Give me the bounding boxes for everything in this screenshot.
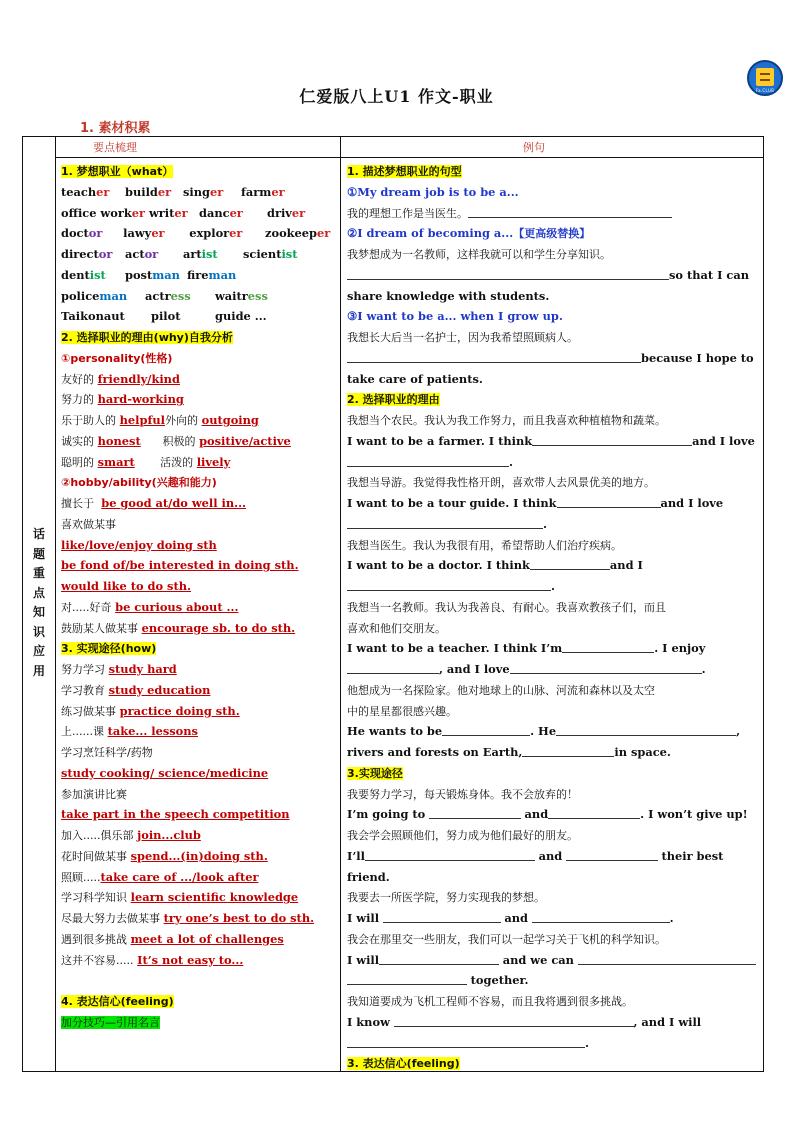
- phrase-answer: honest: [97, 433, 141, 448]
- answer-blank[interactable]: [347, 454, 509, 467]
- job-word: [183, 244, 243, 265]
- job-word-stem: guide ...: [215, 309, 267, 324]
- pattern-1: ①My dream job is to be a...: [347, 184, 519, 199]
- sentence-cn: 我要努力学习，每天锻炼身体。我不会放弃的！: [347, 787, 578, 801]
- answer-blank[interactable]: [442, 723, 530, 736]
- phrase-answer: take part in the speech competition: [61, 807, 290, 822]
- job-word-stem: danc: [199, 205, 230, 220]
- sentence-cn: 我的理想工作是当医生。: [347, 206, 468, 220]
- job-row: [61, 203, 333, 224]
- job-word-suffix: er: [210, 184, 224, 199]
- sentence-en: and I love: [660, 496, 724, 510]
- phrase-cn: 擅长于: [61, 497, 94, 510]
- table-header-rule: [55, 157, 763, 158]
- sentence-en: and: [524, 807, 549, 822]
- job-word-stem: build: [125, 184, 158, 199]
- job-word: [61, 203, 149, 224]
- job-word-stem: doct: [61, 226, 89, 241]
- job-word-suffix: or: [88, 226, 103, 241]
- phrase-cn: 上......课: [61, 725, 104, 739]
- job-word-stem: police: [61, 288, 100, 303]
- answer-blank[interactable]: [365, 848, 535, 861]
- sentence-cn: 我要去一所医学院，努力实现我的梦想。: [347, 891, 545, 905]
- job-word-suffix: or: [144, 247, 159, 261]
- sub-hobby: ②hobby/ability(兴趣和能力): [61, 476, 217, 490]
- sentence-en: I will: [347, 911, 380, 925]
- pattern-3: ③I want to be a... when I grow up.: [347, 309, 563, 324]
- phrase-cn: 学习科学知识: [61, 891, 127, 905]
- phrase-answer: study hard: [108, 662, 177, 676]
- job-word: [61, 182, 125, 203]
- job-word-stem: act: [125, 247, 145, 261]
- phrase-answer: join...club: [137, 828, 201, 842]
- answer-blank[interactable]: [347, 1035, 585, 1048]
- logo-caption: Fa.CLUB: [755, 88, 775, 93]
- job-word-suffix: man: [152, 267, 180, 282]
- phrase-answer: would like to do sth.: [61, 579, 191, 593]
- answer-blank[interactable]: [578, 952, 756, 965]
- sub-personality: ①personality(性格): [61, 351, 173, 365]
- heading-dream-job: 1. 梦想职业（what）: [61, 165, 174, 178]
- phrase-cn: 聪明的: [61, 455, 94, 469]
- answer-blank[interactable]: [468, 205, 672, 218]
- phrase-answer: be curious about ...: [115, 599, 239, 614]
- job-word: [61, 286, 145, 307]
- sentence-en: rivers and forests on Earth,: [347, 745, 523, 759]
- job-row: [61, 286, 333, 307]
- key-points-column: [61, 161, 333, 1033]
- heading-reasons: 2. 选择职业的理由: [347, 393, 440, 407]
- sentence-cn: 中的星星都很感兴趣。: [347, 704, 457, 718]
- sentence-cn: 喜欢和他们交朋友。: [347, 621, 446, 635]
- job-word-suffix: er: [96, 184, 110, 199]
- sentence-en: together.: [470, 973, 529, 988]
- sentence-cn: 我知道要成为飞机工程师不容易，而且我将遇到很多挑战。: [347, 995, 633, 1008]
- job-word-suffix: er: [174, 205, 188, 220]
- sentence-cn: 我想长大后当一名护士，因为我希望照顾病人。: [347, 331, 578, 344]
- answer-blank[interactable]: [347, 350, 641, 363]
- sentence-en: in space.: [614, 745, 671, 759]
- answer-blank[interactable]: [562, 640, 654, 653]
- job-word: [183, 182, 241, 203]
- answer-blank[interactable]: [394, 1014, 634, 1027]
- phrase-cn: 努力的: [61, 393, 94, 407]
- phrase-cn: 努力学习: [61, 663, 105, 676]
- sentence-cn: 我会在那里交一些朋友，我们可以一起学习关于飞机的科学知识。: [347, 932, 666, 946]
- side-label-char: 知: [32, 605, 45, 619]
- sentence-cn: 我想当医生。我认为我很有用，希望帮助人们治疗疾病。: [347, 538, 622, 552]
- answer-blank[interactable]: [566, 848, 658, 861]
- phrase-answer: spend...(in)doing sth.: [130, 848, 268, 863]
- phrase-answer: meet a lot of challenges: [130, 931, 284, 946]
- job-word: [149, 203, 199, 224]
- job-word: [61, 244, 125, 265]
- sentence-cn: 我想当个农民。我认为我工作努力，而且我喜欢种植植物和蔬菜。: [347, 414, 666, 427]
- heading-sentence-patterns: 1. 描述梦想职业的句型: [347, 165, 462, 178]
- sentence-cn: 他想成为一名探险家。他对地球上的山脉、河流和森林以及太空: [347, 683, 655, 697]
- job-word-suffix: er: [157, 184, 172, 199]
- answer-blank[interactable]: [429, 806, 521, 819]
- job-word-stem: writ: [149, 205, 175, 220]
- job-word-suffix: ess: [247, 288, 268, 303]
- job-word: [151, 306, 215, 327]
- phrase-cn: 加入.....俱乐部: [61, 829, 134, 842]
- phrase-answer: friendly/kind: [97, 371, 180, 386]
- sentence-en: I’ll: [347, 848, 365, 863]
- phrase-answer: take... lessons: [107, 724, 198, 739]
- topic-side-label: [23, 525, 55, 681]
- sentence-cn: 我想当一名教师。我认为我善良、有耐心。我喜欢教孩子们，而且: [347, 600, 666, 614]
- pattern-2: ②I dream of becoming a...: [347, 226, 514, 241]
- job-row: [61, 244, 333, 265]
- job-word-stem: direct: [61, 247, 99, 261]
- sentence-en: take care of patients.: [347, 371, 483, 386]
- pattern-note: 【更高级替换】: [513, 227, 591, 241]
- phrase-answer: It’s not easy to...: [137, 952, 244, 967]
- job-word-stem: lawy: [123, 226, 152, 241]
- job-word-stem: office work: [61, 205, 132, 220]
- phrase-cn: 这并不容易.....: [61, 953, 134, 967]
- answer-blank[interactable]: [557, 495, 661, 508]
- answer-blank[interactable]: [347, 267, 669, 280]
- phrase-answer: try one’s best to do sth.: [163, 911, 315, 925]
- job-word-stem: waitr: [215, 288, 248, 303]
- answer-blank[interactable]: [383, 910, 501, 923]
- job-word-stem: dent: [61, 267, 90, 282]
- phrase-answer: hard-working: [97, 392, 184, 407]
- job-word: [267, 203, 327, 224]
- phrase-answer: outgoing: [201, 413, 259, 427]
- side-label-char: 应: [32, 644, 45, 658]
- sentence-en: I know: [347, 1014, 390, 1029]
- phrase-cn: 对.....好奇: [61, 600, 112, 614]
- job-word: [145, 286, 215, 307]
- job-word: [215, 306, 279, 327]
- answer-blank[interactable]: [548, 806, 640, 819]
- phrase-answer: study cooking/ science/medicine: [61, 765, 269, 780]
- job-word-suffix: er: [291, 205, 306, 220]
- answer-blank[interactable]: [530, 557, 610, 570]
- job-word-stem: post: [125, 267, 153, 282]
- phrase-answer: helpful: [119, 413, 165, 427]
- section-heading: 1. 素材积累: [80, 121, 151, 136]
- sentence-en: I will: [347, 952, 380, 967]
- job-row: [61, 265, 333, 286]
- phrase-cn: 诚实的: [61, 434, 94, 448]
- column-header-examples: 例句: [523, 141, 545, 154]
- job-word-suffix: man: [99, 288, 128, 303]
- phrase-cn: 学习教育: [61, 683, 105, 697]
- phrase-cn: 照顾.....: [61, 870, 101, 884]
- heading-feeling: 4. 表达信心(feeling): [61, 995, 174, 1008]
- phrase-answer: take care of .../look after: [100, 869, 259, 884]
- job-word-suffix: man: [208, 267, 237, 282]
- side-label-char: 话: [32, 527, 45, 541]
- job-row: [61, 306, 333, 327]
- sentence-en: share knowledge with students.: [347, 288, 550, 303]
- material-table: [22, 136, 764, 1072]
- sentence-en: , and I will: [633, 1014, 702, 1029]
- job-word-suffix: er: [151, 226, 165, 241]
- answer-blank[interactable]: [347, 578, 551, 591]
- sentence-en: because I hope to: [641, 350, 754, 365]
- phrase-cn: 活泼的: [160, 455, 194, 469]
- bonus-tip: 加分技巧—引用名言: [61, 1015, 160, 1029]
- sentence-en: . I won’t give up!: [640, 807, 748, 822]
- phrase-answer: positive/active: [199, 433, 291, 448]
- page-title: 仁爱版八上U1 作文-职业: [299, 87, 494, 106]
- side-label-char: 题: [32, 546, 45, 561]
- heading-feeling-examples: 3. 表达信心(feeling): [347, 1057, 460, 1071]
- job-word-stem: zookeep: [265, 226, 318, 241]
- job-word-stem: teach: [61, 184, 97, 199]
- sentence-en: I want to be a farmer. I think: [347, 433, 533, 448]
- sentence-cn: 我梦想成为一名教师，这样我就可以和学生分享知识。: [347, 248, 611, 261]
- sentence-en: I want to be a teacher. I think I’m: [347, 641, 563, 656]
- phrase-answer: learn scientific knowledge: [130, 890, 299, 905]
- column-header-points: 要点梳理: [93, 141, 137, 154]
- sentence-en: and I: [609, 558, 643, 573]
- phrase-cn: 花时间做某事: [61, 849, 127, 863]
- job-row: [61, 182, 333, 203]
- side-label-char: 点: [32, 585, 45, 600]
- job-word-stem: sing: [183, 184, 210, 199]
- job-word: [199, 203, 267, 224]
- phrase-cn: 遇到很多挑战: [61, 932, 127, 946]
- job-word-stem: Taikonaut: [61, 309, 125, 324]
- answer-blank[interactable]: [347, 972, 467, 985]
- phrase-cn: 尽最大努力去做某事: [61, 912, 160, 925]
- table-divider-side: [55, 137, 56, 1071]
- job-word: [265, 223, 333, 244]
- job-word: [61, 265, 125, 286]
- phrase-answer: lively: [196, 454, 231, 469]
- phrase-cn: 学习烹饪科学/药物: [61, 746, 153, 759]
- job-word-stem: driv: [267, 205, 292, 220]
- job-word: [125, 265, 187, 286]
- job-word-stem: pilot: [151, 309, 181, 324]
- sentence-en: I want to be a tour guide. I think: [347, 496, 557, 510]
- answer-blank[interactable]: [532, 910, 670, 923]
- job-word-stem: art: [183, 247, 202, 261]
- phrase-answer: study education: [108, 682, 211, 697]
- job-word-suffix: er: [317, 226, 331, 241]
- job-word: [123, 223, 189, 244]
- phrase-answer: be good at/do well in...: [101, 496, 247, 510]
- sentence-en: . He: [530, 724, 557, 739]
- examples-column: 1. 描述梦想职业的句型 ①My dream job is to be a... 我的理想工作是当医生。 ②I dream of becoming a...【更高级替换】 我梦想成为一名教师，这样我就可以和学生分享知识。 so that I can share knowledge with students. ③I want to be a... when I grow up. 我想长大后当一名护士，因为我希望照顾病人。 because I hope to take care of patients. 2. 选择职业的理由 我想当个农民。我认为我工作努力，而且我喜欢种植植物和蔬菜。 I want to be a farmer. I think and I love . 我想当导游。我觉得我性格开朗，喜欢带人去风景优美的地方。 I want to be a tour guide. I think and I love . 我想当医生。我认为我很有用，希望帮助人们治疗疾病。 I want to be a doctor. I think and I . 我想当一名教师。我认为我善良、有耐心。我喜欢教孩子们，而且 喜欢和他们交朋友。 I want to be a teacher. I think I’m . I enjoy , and I love . 他想成为一名探险家。他对地球上的山脉、河流和森林以及太空 中的星星都很感兴趣。 He wants to be . He , rivers and forests on Earth, in space. 3.实现途径 我要努力学习，每天锻炼身体。我不会放弃的！ I’m going to and . I won’t give up! 我会学会照顾他们，努力成为他们最好的朋友。 I’ll and their best friend. 我要去一所医学院，努力实现我的梦想。 I will and . 我会在那里交一些朋友，我们可以一起学习关于飞机的科学知识。 I will and we can together. 我知道要成为飞机工程师不容易，而且我将遇到很多挑战。 I know , and I will . 3. 表达信心(feeling): [347, 165, 755, 1071]
- sentence-en: I want to be a doctor. I think: [347, 558, 530, 573]
- answer-blank[interactable]: [522, 744, 614, 757]
- sentence-en: He wants to be: [347, 724, 443, 739]
- job-word: [125, 182, 183, 203]
- job-row: [61, 223, 333, 244]
- job-word-suffix: or: [98, 247, 113, 261]
- answer-blank[interactable]: [510, 661, 702, 674]
- job-word-suffix: ess: [170, 288, 191, 303]
- sentence-en: and: [504, 911, 528, 925]
- phrase-cn: 喜欢做某事: [61, 517, 116, 531]
- sentence-en: , and I love: [439, 662, 510, 676]
- sentence-cn: 我想当导游。我觉得我性格开朗，喜欢带人去风景优美的地方。: [347, 476, 655, 490]
- sentence-en: their best: [661, 848, 724, 863]
- job-word: [241, 182, 301, 203]
- job-word-suffix: ist: [281, 247, 298, 261]
- sentence-en: and we can: [502, 952, 574, 967]
- sentence-en: and I love: [692, 433, 755, 448]
- job-word: [243, 244, 313, 265]
- job-word: [61, 306, 151, 327]
- side-label-char: 用: [32, 663, 45, 678]
- job-word-stem: scient: [243, 247, 282, 261]
- job-word-suffix: ist: [89, 267, 106, 282]
- answer-blank[interactable]: [532, 433, 692, 446]
- answer-blank[interactable]: [347, 661, 439, 674]
- job-word-suffix: er: [229, 205, 243, 220]
- phrase-cn: 鼓励某人做某事: [61, 621, 138, 635]
- job-word: [125, 244, 183, 265]
- sentence-cn: 我会学会照顾他们，努力成为他们最好的朋友。: [347, 829, 578, 842]
- job-word: [187, 265, 257, 286]
- job-word-stem: actr: [145, 288, 171, 303]
- side-label-char: 重: [32, 566, 45, 580]
- phrase-answer: encourage sb. to do sth.: [141, 620, 296, 635]
- heading-why: 2. 选择职业的理由(why)自我分析: [61, 331, 233, 344]
- answer-blank[interactable]: [347, 516, 543, 529]
- job-word: [189, 223, 265, 244]
- job-word-stem: fire: [187, 267, 209, 282]
- heading-how: 3. 实现途径(how): [61, 642, 157, 656]
- job-word-stem: farm: [241, 184, 272, 199]
- sentence-en: so that I can: [669, 267, 750, 282]
- sentence-en: and: [538, 848, 563, 863]
- heading-how-examples: 3.实现途径: [347, 766, 403, 780]
- phrase-answer: like/love/enjoy doing sth: [61, 537, 217, 552]
- job-word-suffix: er: [229, 226, 243, 241]
- sentence-en: . I enjoy: [654, 641, 706, 656]
- phrase-answer: practice doing sth.: [119, 703, 240, 718]
- side-label-char: 识: [32, 624, 45, 639]
- sentence-en: friend.: [347, 869, 390, 884]
- job-word: [215, 286, 285, 307]
- phrase-cn: 参加演讲比赛: [61, 787, 127, 801]
- job-word-suffix: ist: [201, 247, 218, 261]
- phrase-cn: 外向的: [164, 414, 198, 427]
- answer-blank[interactable]: [556, 723, 736, 736]
- phrase-cn: 积极的: [162, 434, 196, 448]
- job-word-list: [61, 182, 333, 327]
- phrase-answer: smart: [97, 454, 135, 469]
- phrase-cn: 友好的: [61, 372, 94, 386]
- phrase-cn: 乐于助人的: [61, 414, 116, 427]
- job-word: [61, 223, 123, 244]
- answer-blank[interactable]: [379, 952, 499, 965]
- job-word-suffix: er: [271, 184, 285, 199]
- phrase-cn: 练习做某事: [61, 704, 116, 718]
- phrase-answer: be fond of/be interested in doing sth.: [61, 558, 299, 573]
- table-divider-middle: [340, 137, 341, 1071]
- sentence-en: I’m going to: [347, 807, 426, 822]
- job-word-suffix: er: [131, 205, 145, 220]
- job-word-stem: explor: [189, 226, 230, 241]
